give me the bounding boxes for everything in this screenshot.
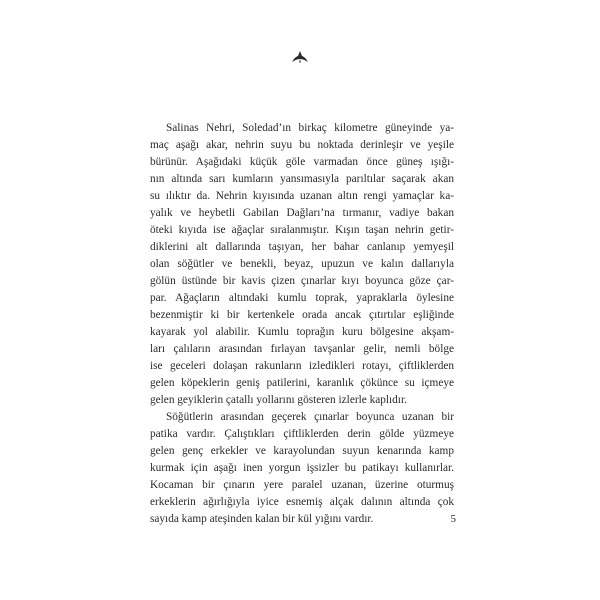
text-line: kayarak yol alabilir. Kumlu toprağın kuru bölgesine akşam- — [150, 326, 454, 338]
text-line: Salinas Nehri, Soledad’ın birkaç kilometre güneyinde ya- — [166, 122, 454, 134]
text-line: gelen genç erkekler ve karayolundan suyun kenarında kamp — [150, 445, 454, 457]
text-line: diklerini alt dallarında taşıyan, her bahar canlanıp yemyeşil — [150, 241, 454, 253]
body-text — [150, 120, 454, 528]
page-number: 5 — [450, 513, 456, 525]
text-line: erkeklerin ağırlığıyla iyice esnemiş alçak dalının altında çok — [150, 496, 454, 508]
text-line: Söğütlerin arasından geçerek çınarlar boyunca uzanan bir — [166, 411, 454, 423]
text-line: olan söğütler ve benekli, beyaz, upuzun ve kalın dallarıyla — [150, 258, 454, 270]
flower-ornament-icon — [291, 50, 309, 64]
text-line: gelen köpeklerin geniş patilerini, karanlık çökünce su içmeye — [150, 377, 454, 389]
text-line: sayıda kamp ateşinden kalan bir kül yığını vardır. — [150, 513, 374, 525]
text-line: öteki kıyıda ise ağaçlar sıralanmıştır. Kışın taşan nehrin getir- — [150, 224, 454, 236]
text-line: bürünür. Aşağıdaki küçük göle varmadan önce güneş ışığı- — [150, 156, 454, 168]
text-line: gölün üstünde bir kavis çizen çınarlar kıyı boyunca göze çar- — [150, 275, 454, 287]
text-line: kurmak için aşağı inen yorgun işsizler bu patikayı kullanırlar. — [150, 462, 454, 474]
text-line: ları çalıların arasından fırlayan tavşanlar gelir, nemli bölge — [150, 343, 454, 355]
text-line: nın altında sarı kumların yansımasıyla parıltılar saçarak akan — [150, 173, 454, 185]
text-line: bezenmiştir ki bir kertenkele orada ancak çıtırtılar eşliğinde — [150, 309, 454, 321]
text-line: gelen geyiklerin çatallı yollarını gösteren izlerle kaplıdır. — [150, 394, 407, 406]
text-line: su ılıktır da. Nehrin kıyısında uzanan altın rengi yamaçlar ka- — [150, 190, 454, 202]
text-line: Kocaman bir çınarın yere paralel uzanan, üzerine oturmuş — [150, 479, 454, 491]
paragraph-2 — [150, 409, 454, 528]
text-line: yalık ve heybetli Gabilan Dağları’na tırmanır, vadiye bakan — [150, 207, 454, 219]
text-line: patika vardır. Çalıştıkları çiftliklerden derin gölde yüzmeye — [150, 428, 454, 440]
text-line: maç aşağı akar, nehrin suyu bu noktada derinleşir ve yeşile — [150, 139, 454, 151]
text-line: par. Ağaçların altındaki kumlu toprak, yapraklarla öylesine — [150, 292, 454, 304]
text-line: ise geceleri dolaşan rakunların izledikleri rotayı, çiftliklerden — [150, 360, 454, 372]
paragraph-1 — [150, 120, 454, 409]
